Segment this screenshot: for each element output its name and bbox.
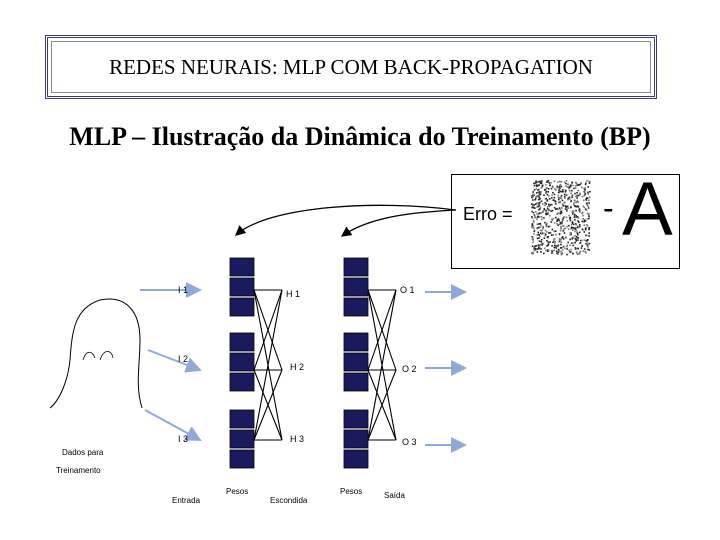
weight-cell [344,430,368,448]
target-letter: A [622,167,673,252]
output-neuron-label-1: O 1 [400,285,415,295]
weight-column-1 [230,258,254,468]
output-neuron-label-2: O 2 [402,364,417,374]
weight-cell [230,410,254,428]
weight-cell [230,353,254,371]
error-feedback-arc-2 [342,210,456,236]
minus-sign: - [603,190,614,226]
caption-escondida: Escondida [270,496,308,505]
weight-cell [230,298,254,316]
weight-cell [230,258,254,276]
caption-pesos-2: Pesos [340,487,363,496]
connections-hidden-output [368,290,396,440]
slide-subtitle: MLP – Ilustração da Dinâmica do Treinamento (BP) [69,122,651,151]
caption-pesos-1: Pesos [226,487,249,496]
face-outline [50,299,142,408]
connections-input-hidden [254,290,282,440]
error-feedback-arc-1 [236,205,456,235]
weight-cell [230,278,254,296]
weight-column-2 [344,258,368,468]
input-neuron-label-2: I 2 [178,354,189,364]
weight-cell [230,450,254,468]
weight-cell [230,430,254,448]
input-neuron-label-3: I 3 [178,434,189,444]
face-feature-1 [83,352,95,360]
weight-cell [344,333,368,351]
caption-entrada: Entrada [172,496,201,505]
hidden-neuron-label-1: H 1 [286,289,301,299]
weight-cell [344,353,368,371]
input-neuron-label-1: I 1 [178,285,189,295]
input-arrow-2 [148,350,200,370]
weight-cell [344,298,368,316]
output-neuron-label-3: O 3 [402,437,417,447]
caption-training-data-1: Dados para [62,448,104,457]
weight-cell [230,333,254,351]
hidden-neuron-label-2: H 2 [290,362,305,372]
error-label: Erro = [463,204,513,224]
hidden-neuron-label-3: H 3 [290,434,305,444]
weight-cell [344,410,368,428]
slide-title: REDES NEURAIS: MLP COM BACK-PROPAGATION [109,54,593,79]
weight-cell [344,258,368,276]
caption-saida: Saída [384,491,405,500]
weight-cell [344,278,368,296]
weight-cell [230,373,254,391]
caption-training-data-2: Treinamento [56,466,101,475]
weight-cell [344,450,368,468]
input-arrow-3 [145,410,200,440]
face-feature-2 [100,352,113,361]
weight-cell [344,373,368,391]
